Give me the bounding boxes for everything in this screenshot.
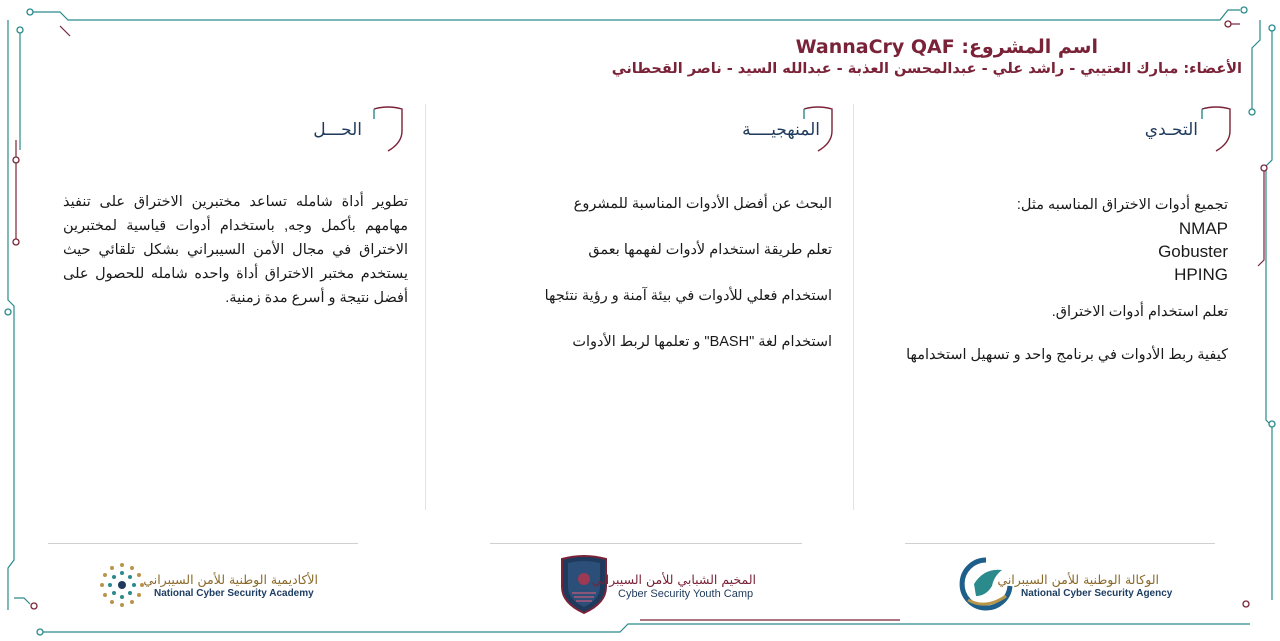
solution-text: تطوير أداة شامله تساعد مختبرين الاختراق على تنفيذ مهامهم بأكمل وجه, باستخدام أدوات قياسية لمختبرين الاختراق في مجال الأمن السيبراني بشكل تلقائي حيث يستخدم مختبر الاختراق أداة واحده شامله للحصول على أفضل نتيجة و أسرع مدة زمنية. [63,194,408,306]
footer-divider [490,543,802,544]
project-members: الأعضاء: مبارك العتيبي - راشد علي - عبدالمحسن العذبة - عبدالله السيد - ناصر القحطاني [611,61,1242,77]
solution-heading: الحـــل [313,120,362,140]
challenge-point: كيفية ربط الأدوات في برنامج واحد و تسهيل استخدامها [906,347,1228,363]
tool-hping: HPING [1174,265,1228,284]
agency-name-en: National Cyber Security Agency [1021,588,1173,599]
column-divider-left [425,104,426,510]
methodology-point: تعلم طريقة استخدام لأدوات لفهمها بعمق [588,242,832,258]
challenge-heading: التحـدي [1144,120,1198,140]
methodology-point: استخدام فعلي للأدوات في بيئة آمنة و رؤية نتئجها [544,288,832,304]
camp-name-en: Cyber Security Youth Camp [618,588,754,600]
challenge-body [848,193,1228,367]
project-title: اسم المشروع: WannaCry QAF [795,36,1098,58]
methodology-point: استخدام لغة "BASH" و تعلمها لربط الأدوات [572,334,832,350]
challenge-intro: تجميع أدوات الاختراق المناسبه مثل: [1016,197,1228,213]
academy-name-en: National Cyber Security Academy [154,588,314,599]
footer-divider [905,543,1215,544]
shield-icon [370,103,406,153]
methodology-point: البحث عن أفضل الأدوات المناسبة للمشروع [573,196,832,212]
shield-icon [1198,103,1234,153]
agency-name-ar: الوكالة الوطنية للأمن السيبراني [997,572,1159,587]
academy-logo-icon [98,561,146,609]
tool-nmap: NMAP [1178,219,1228,238]
academy-name-ar: الأكاديمية الوطنية للأمن السيبراني [143,572,318,587]
camp-name-ar: المخيم الشبابي للأمن السيبراني [591,572,756,587]
methodology-heading: المنهجيــــة [742,120,820,140]
solution-body [63,190,408,310]
footer-divider [48,543,358,544]
challenge-point: تعلم استخدام أدوات الاختراق. [1051,304,1228,320]
tool-gobuster: Gobuster [1158,242,1228,261]
methodology-body [432,192,832,354]
